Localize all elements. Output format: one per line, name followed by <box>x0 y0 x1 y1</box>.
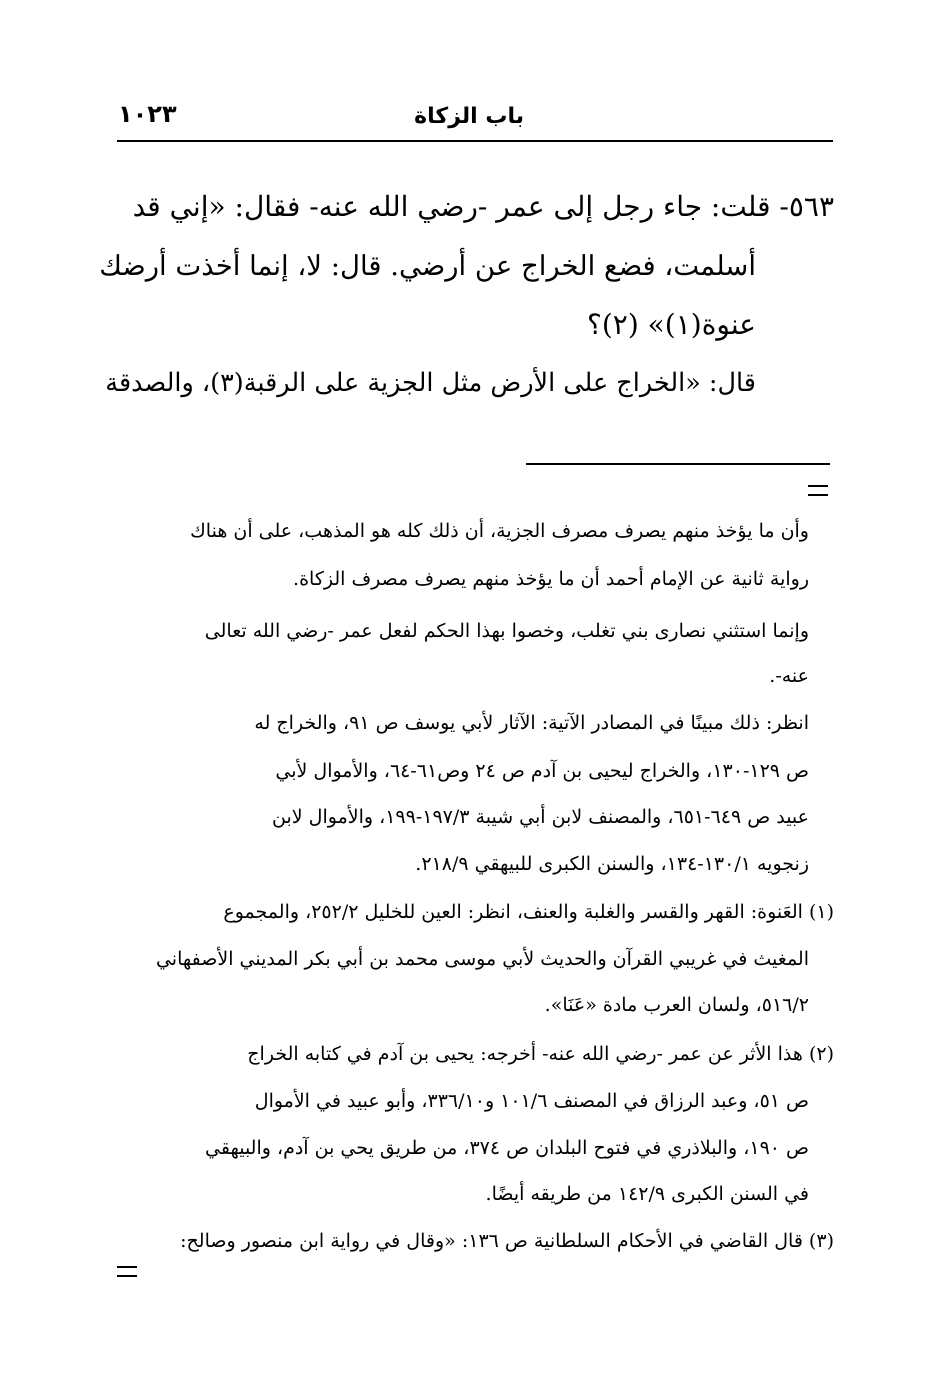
chapter-title: باب الزكاة <box>414 104 524 129</box>
footnote-continuation-line: وأن ما يؤخذ منهم يصرف مصرف الجزية، أن ذلك كله هو المذهب، على أن هناك <box>190 520 809 542</box>
header-rule <box>117 140 833 142</box>
main-text-line-3: عنوة(١)» (٢)؟ <box>587 308 756 341</box>
footnote-continuation-line: رواية ثانية عن الإمام أحمد أن ما يؤخذ منهم يصرف مصرف الزكاة. <box>293 568 809 590</box>
footnote-1-line: ٥١٦/٢، ولسان العرب مادة «عَنَا». <box>544 994 809 1016</box>
footnote-separator <box>526 463 830 465</box>
footnote-1-line: المغيث في غريبي القرآن والحديث لأبي موسى محمد بن أبي بكر المديني الأصفهاني <box>155 948 809 970</box>
continuation-mark-top <box>808 485 828 496</box>
page-number: ١٠٢٣ <box>118 100 177 128</box>
footnote-continuation-line: زنجويه ١٣٠/١-١٣٤، والسنن الكبرى للبيهقي ٢١٨/٩. <box>415 853 809 875</box>
footnote-continuation-line: عبيد ص ٦٤٩-٦٥١، والمصنف لابن أبي شيبة ١٩٧/٣-١٩٩، والأموال لابن <box>272 806 809 828</box>
footnote-2-line: ص ٥١، وعبد الرزاق في المصنف ١٠١/٦ و٣٣٦/١٠، وأبو عبيد في الأموال <box>254 1090 809 1112</box>
footnote-continuation-line: عنه-. <box>769 665 809 687</box>
main-text-line-4: قال: «الخراج على الأرض مثل الجزية على الرقبة(٣)، والصدقة <box>105 368 756 398</box>
main-text-line-2: أسلمت، فضع الخراج عن أرضي. قال: لا، إنما أخذت أرضك <box>99 250 756 282</box>
footnote-2-line: (٢) هذا الأثر عن عمر -رضي الله عنه- أخرجه: يحيى بن آدم في كتابه الخراج <box>247 1043 834 1065</box>
footnote-2-line: في السنن الكبرى ١٤٢/٩ من طريقه أيضًا. <box>485 1183 809 1205</box>
footnote-3-line: (٣) قال القاضي في الأحكام السلطانية ص ١٣٦: «وقال في رواية ابن منصور وصالح: <box>180 1230 834 1252</box>
footnote-2-line: ص ١٩٠، والبلاذري في فتوح البلدان ص ٣٧٤، من طريق يحي بن آدم، والبيهقي <box>205 1137 809 1159</box>
continuation-mark-bottom <box>117 1266 137 1277</box>
footnote-1-line: (١) العَنوة: القهر والقسر والغلبة والعنف، انظر: العين للخليل ٢٥٢/٢، والمجموع <box>223 901 834 923</box>
footnote-continuation-line: ص ١٢٩-١٣٠، والخراج ليحيى بن آدم ص ٢٤ وص٦١-٦٤، والأموال لأبي <box>275 760 809 782</box>
main-text-line-1: ٥٦٣- قلت: جاء رجل إلى عمر -رضي الله عنه- فقال: «إني قد <box>132 190 834 223</box>
footnote-continuation-line: وإنما استثني نصارى بني تغلب، وخصوا بهذا الحكم لفعل عمر -رضي الله تعالى <box>204 620 809 642</box>
footnote-continuation-line: انظر: ذلك مبينًا في المصادر الآتية: الآثار لأبي يوسف ص ٩١، والخراج له <box>254 712 809 734</box>
